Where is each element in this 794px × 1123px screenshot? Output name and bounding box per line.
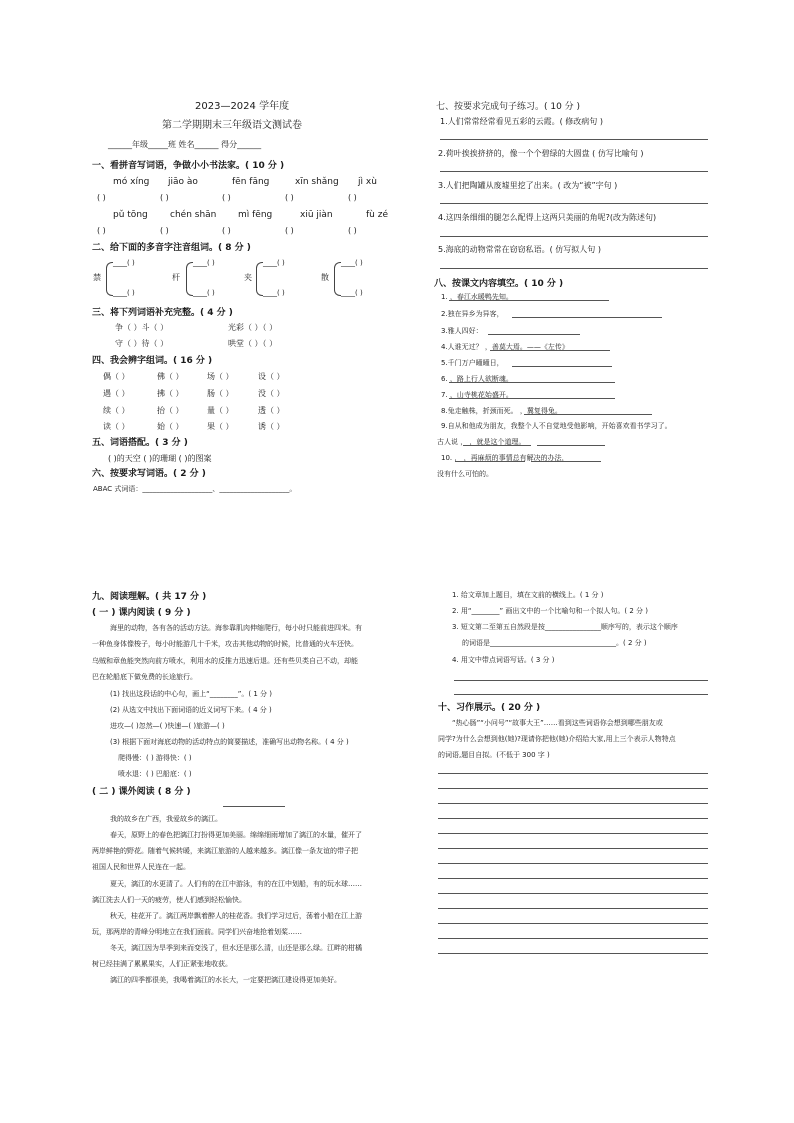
writing-line[interactable]	[438, 908, 708, 909]
writing-prompt: 同学?为什么会想到他(她)?现请你把他(她)介绍给大家,用上三个表示人物特点	[438, 735, 676, 743]
passage-line: 玩，那两岸的青峰分明地立在我们面前。同学们兴奋地抢着划桨……	[92, 928, 302, 936]
section8-title: 八、按课文内容填空。( 10 分 )	[434, 279, 564, 289]
pinyin: jiāo ào	[168, 177, 198, 187]
answer-slot[interactable]: ____( )	[193, 289, 215, 297]
char-fill[interactable]: 场（ ）	[207, 372, 234, 381]
answer-line[interactable]	[512, 317, 662, 318]
fill-item[interactable]: 4.人谁无过？ ，善莫大焉。——《左传》	[441, 343, 569, 351]
answer-line[interactable]	[440, 171, 708, 172]
s7-question: 5.海底的动物常常在窃窃私语。( 仿写拟人句 )	[438, 245, 601, 254]
pinyin: xiū jiàn	[300, 210, 333, 220]
s7-question: 1.人们常常经常看见五彩的云霞。( 修改病句 )	[440, 117, 603, 126]
passage-line: 祖国人民和世界人民连在一起。	[92, 863, 190, 871]
answer-line[interactable]	[449, 382, 615, 383]
fill-item[interactable]: 3.雅人四好：	[441, 327, 483, 335]
writing-line[interactable]	[438, 953, 708, 954]
char-fill[interactable]: 遇（ ）	[103, 389, 130, 398]
answer-paren[interactable]: ( )	[348, 193, 357, 202]
char-fill[interactable]: 始（ ）	[157, 422, 184, 431]
answer-paren[interactable]: ( )	[348, 226, 357, 235]
passage-line: 春天，原野上的春色把漓江打扮得更加美丽。绵绵细雨增加了漓江的水量，催开了	[110, 831, 362, 839]
section9-title: 九、阅读理解。( 共 17 分 )	[92, 592, 207, 602]
char-fill[interactable]: 佛（ ）	[157, 372, 184, 381]
passage-line: 冬天，漓江因为旱季到来而变浅了，但水还是那么清，山还是那么绿。江畔的柑橘	[110, 944, 362, 952]
writing-line[interactable]	[438, 878, 708, 879]
writing-prompt: 的词语,题目自拟。(不低于 300 字 )	[438, 751, 550, 759]
brace	[334, 262, 341, 296]
writing-line[interactable]	[438, 803, 708, 804]
writing-line[interactable]	[438, 818, 708, 819]
passage-line: 巴在轮船底下做免费的长途旅行。	[92, 673, 197, 681]
pinyin: xīn shǎng	[295, 177, 339, 187]
passage-line: 一种鱼身体像梭子，每小时能游几十千米，攻击其他动物的时候，比普通的火车还快。	[92, 640, 358, 648]
writing-line[interactable]	[438, 773, 708, 774]
section3-title: 三、将下列词语补充完整。( 4 分 )	[92, 308, 233, 318]
polyphone-char: 杆	[172, 273, 180, 282]
brace	[256, 262, 263, 296]
pinyin: mì fēng	[238, 210, 273, 220]
reading-question: 2. 用“________” 画出文中的一个比喻句和一个拟人句。( 2 分 )	[452, 607, 648, 615]
reading-question: 4. 用文中带点词语写话。( 3 分 )	[452, 656, 555, 664]
answer-line[interactable]	[463, 445, 531, 446]
answer-paren[interactable]: ( )	[97, 193, 106, 202]
passage-line: 海里的动物，各有各的活动方法。海参靠肌肉伸缩爬行，每小时只能前进四米。有	[110, 624, 362, 632]
abac-words[interactable]: ABAC 式词语：____________________、____________________。	[93, 485, 297, 493]
reading2-title: ( 二 ) 课外阅读 ( 8 分 )	[92, 787, 191, 797]
fill-item[interactable]: 古人说 ， ，就是这个道理。	[437, 438, 526, 446]
writing-prompt: “热心肠”“小问号”“故事大王”……看到这些词语你会想到哪些朋友或	[452, 719, 663, 727]
animal-fill[interactable]: 爬得慢：( ) 游得快：( )	[118, 754, 192, 762]
char-fill[interactable]: 抬（ ）	[157, 406, 184, 415]
reading-question: 3. 短文第二至第五自然段是按________________顺序写的，表示这个顺序	[452, 623, 678, 631]
s7-question: 2.荷叶挨挨挤挤的，像一个个碧绿的大圆盘 ( 仿写比喻句 )	[438, 149, 644, 158]
section2-title: 二、给下面的多音字注音组词。( 8 分 )	[92, 243, 251, 253]
char-fill[interactable]: 果（ ）	[207, 422, 234, 431]
char-fill[interactable]: 偶（ ）	[103, 372, 130, 381]
fill-item[interactable]: 7. ，山寺桃花始盛开。	[441, 391, 513, 399]
pinyin: jì xù	[358, 177, 377, 187]
char-fill[interactable]: 设（ ）	[258, 372, 285, 381]
answer-paren[interactable]: ( )	[97, 226, 106, 235]
answer-slot[interactable]: ____( )	[341, 289, 363, 297]
fill-item[interactable]: 10. ， ，再麻烦的事情总有解决的办法，	[441, 454, 569, 462]
pinyin: fù zé	[366, 210, 388, 220]
reading-question: (2) 从选文中找出下面词语的近义词写下来。( 4 分 )	[110, 706, 272, 714]
answer-line[interactable]	[440, 203, 708, 204]
reading-question: (3) 根据下面对海底动物的活动特点的简要描述，准确写出动物名称。( 4 分 )	[110, 738, 349, 746]
reading-question: 的词语是____________________________________。( 2 分 )	[462, 639, 647, 647]
answer-paren[interactable]: ( )	[160, 226, 169, 235]
idiom-fill[interactable]: 哄堂（ ）（ ）	[228, 339, 278, 348]
student-info: ______年级_____班 姓名______ 得分______	[108, 140, 262, 149]
polyphone-char: 夹	[244, 273, 252, 282]
idiom-fill[interactable]: 争（ ）斗（ ）	[115, 323, 169, 332]
title-line[interactable]	[223, 806, 285, 807]
passage-line: 我的故乡在广西，我爱故乡的漓江。	[110, 815, 222, 823]
answer-line[interactable]	[531, 461, 601, 462]
pinyin: fēn fāng	[232, 177, 270, 187]
brace	[186, 262, 193, 296]
writing-line[interactable]	[438, 863, 708, 864]
answer-slot[interactable]: ____( )	[113, 289, 135, 297]
char-fill[interactable]: 拂（ ）	[157, 389, 184, 398]
answer-line[interactable]	[449, 300, 609, 301]
idiom-fill[interactable]: 守（ ）待（ ）	[115, 339, 169, 348]
char-fill[interactable]: 没（ ）	[258, 389, 285, 398]
answer-line[interactable]	[512, 366, 612, 367]
char-fill[interactable]: 续（ ）	[103, 406, 130, 415]
answer-line[interactable]	[440, 268, 708, 269]
char-fill[interactable]: 量（ ）	[207, 406, 234, 415]
pinyin: mó xíng	[113, 177, 150, 187]
synonym-fill[interactable]: 进攻—( )忽然—( )快速—( )旅游—( )	[110, 722, 225, 730]
answer-line[interactable]	[524, 414, 652, 415]
passage-line: 漓江的四季都很美，我喝着漓江的水长大，一定要把漓江建设得更加美好。	[110, 976, 341, 984]
answer-paren[interactable]: ( )	[285, 226, 294, 235]
answer-line[interactable]	[454, 694, 708, 695]
writing-line[interactable]	[438, 923, 708, 924]
char-fill[interactable]: 透（ ）	[258, 406, 285, 415]
fill-item: 9.自从和他成为朋友，我整个人不自觉地受他影响，开始喜欢看书学习了。	[441, 422, 672, 430]
section5-title: 五、词语搭配。( 3 分 )	[92, 438, 188, 448]
answer-slot[interactable]: ____( )	[113, 259, 135, 267]
answer-line[interactable]	[440, 236, 708, 237]
section7-title: 七、按要求完成句子练习。( 10 分 )	[436, 102, 581, 112]
s7-question: 4.这四条细细的腿怎么配得上这两只美丽的角呢?(改为陈述句)	[438, 213, 657, 222]
fill-item[interactable]: 1. ，春江水暖鸭先知。	[441, 293, 513, 301]
answer-line[interactable]	[449, 398, 615, 399]
reading1-title: ( 一 ) 课内阅读 ( 9 分 )	[92, 608, 191, 618]
collocation-fill[interactable]: ( )的天空 ( )的珊瑚 ( )的图案	[108, 454, 212, 463]
polyphone-char: 禁	[93, 273, 101, 282]
fill-item[interactable]: 5.千门万户曈曈日，	[441, 359, 504, 367]
passage-line: 夏天，漓江的水更清了。人们有的在江中游泳，有的在江中划船，有的玩水球……	[110, 880, 362, 888]
answer-line[interactable]	[490, 350, 610, 351]
answer-paren[interactable]: ( )	[160, 193, 169, 202]
section1-title: 一、看拼音写词语，争做小小书法家。( 10 分 )	[92, 161, 285, 171]
fill-item: 没有什么可怕的。	[437, 470, 493, 478]
passage-line: 两岸鲜艳的野花。随着气候转暖，来漓江旅游的人越来越多。漓江像一条友谊的带子把	[92, 847, 358, 855]
reading-question: (1) 找出这段话的中心句，画上“________”。( 1 分 )	[110, 690, 272, 698]
answer-paren[interactable]: ( )	[222, 193, 231, 202]
answer-line[interactable]	[537, 445, 605, 446]
fill-item[interactable]: 8.兔走触株，折颈而死。 ，冀复得兔。	[441, 407, 562, 415]
idiom-fill[interactable]: 光彩（ ）（ ）	[228, 323, 278, 332]
char-fill[interactable]: 肠（ ）	[207, 389, 234, 398]
writing-line[interactable]	[438, 788, 708, 789]
passage-line: 漓江洗去人们一天的疲劳，使人们感到轻松愉快。	[92, 896, 246, 904]
char-fill[interactable]: 诱（ ）	[258, 422, 285, 431]
answer-line[interactable]	[488, 334, 580, 335]
answer-paren[interactable]: ( )	[222, 226, 231, 235]
answer-line[interactable]	[440, 139, 708, 140]
fill-item[interactable]: 2.独在异乡为异客，	[441, 310, 504, 318]
animal-fill[interactable]: 喷水退：( ) 巴船底：( )	[118, 770, 192, 778]
section4-title: 四、我会辨字组词。( 16 分 )	[92, 356, 213, 366]
reading-question: 1. 给文章加上题目，填在文前的横线上。( 1 分 )	[452, 591, 604, 599]
answer-slot[interactable]: ____( )	[263, 289, 285, 297]
writing-line[interactable]	[438, 893, 708, 894]
passage-line: 树已经挂满了累累果实，人们正紧张地收获。	[92, 960, 232, 968]
section10-title: 十、习作展示。( 20 分 )	[438, 703, 541, 713]
polyphone-char: 散	[321, 273, 329, 282]
writing-line[interactable]	[438, 848, 708, 849]
char-fill[interactable]: 读（ ）	[103, 422, 130, 431]
answer-line[interactable]	[455, 461, 525, 462]
s7-question: 3.人们把陶罐从废墟里挖了出来。( 改为“被”字句 )	[438, 181, 618, 190]
answer-slot[interactable]: ____( )	[193, 259, 215, 267]
answer-slot[interactable]: ____( )	[263, 259, 285, 267]
writing-line[interactable]	[438, 833, 708, 834]
brace	[106, 262, 113, 296]
answer-slot[interactable]: ____( )	[341, 259, 363, 267]
pinyin: pǔ tōng	[113, 210, 148, 220]
pinyin: chén shān	[170, 210, 217, 220]
writing-line[interactable]	[438, 938, 708, 939]
exam-title: 第二学期期末三年级语文测试卷	[162, 120, 302, 131]
passage-line: 乌贼和章鱼能突然向前方喷水，利用水的反推力迅速后退。还有些贝类自己不动，却能	[92, 657, 358, 665]
answer-paren[interactable]: ( )	[285, 193, 294, 202]
fill-item[interactable]: 6. ，路上行人欲断魂。	[441, 375, 513, 383]
passage-line: 秋天，桂花开了。漓江两岸飘着醉人的桂花香。我们学习过后，荡着小船在江上游	[110, 912, 362, 920]
answer-line[interactable]	[454, 680, 708, 681]
exam-year: 2023—2024 学年度	[195, 101, 290, 112]
section6-title: 六、按要求写词语。( 2 分 )	[92, 469, 206, 479]
